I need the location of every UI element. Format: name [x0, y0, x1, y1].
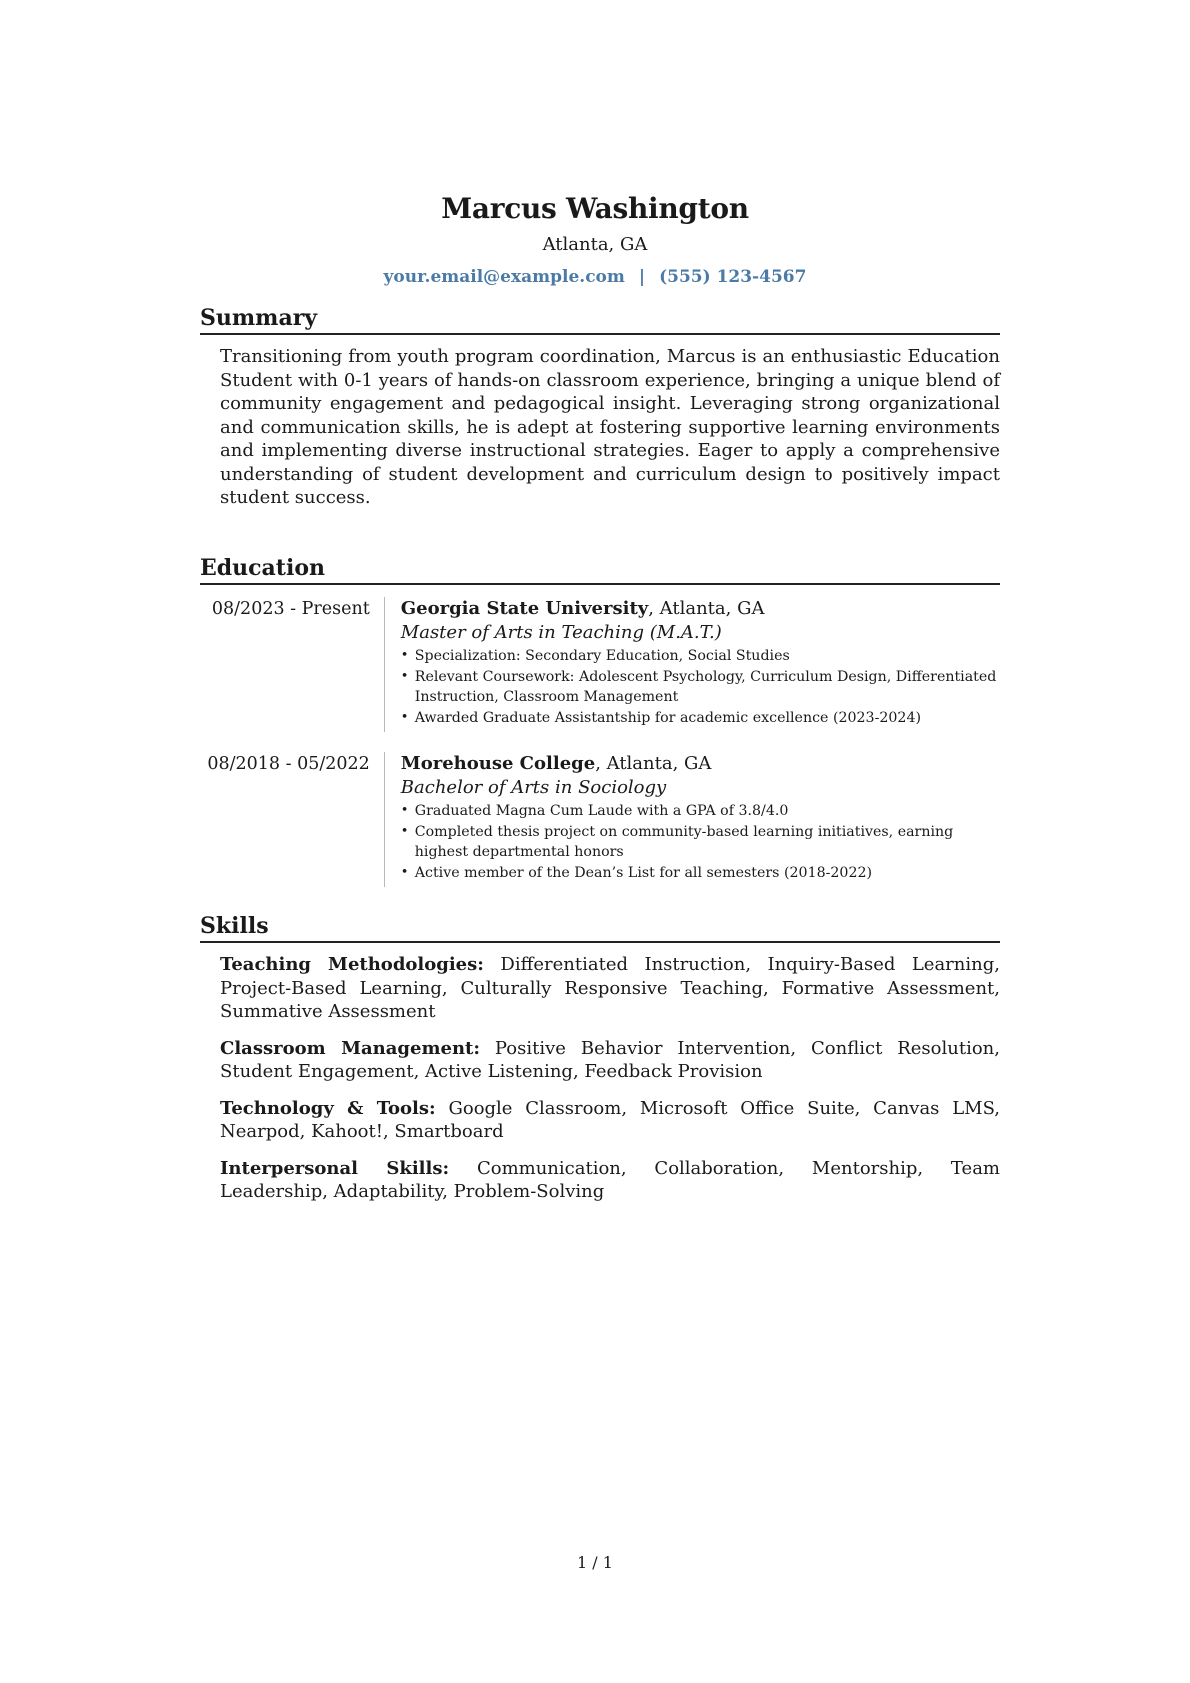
- contact-line: [0, 264, 1190, 290]
- education-bullets: [401, 801, 1000, 883]
- candidate-name: Marcus Washington: [441, 192, 749, 225]
- skill-label: Interpersonal Skills:: [220, 1157, 450, 1179]
- skill-label: Classroom Management:: [220, 1037, 481, 1059]
- skill-label: Teaching Methodologies:: [220, 954, 484, 975]
- email-link[interactable]: your.email@example.com: [383, 267, 625, 287]
- skill-values: Positive Behavior Intervention, Conflict Resolution, Student Engagement, Active Listening, Feedback Provision: [220, 1037, 1000, 1082]
- skills-section: [200, 911, 1000, 1204]
- skill-values: Differentiated Instruction, Inquiry-Based Learning, Project-Based Learning, Culturally Responsive Teaching, Formative Assessment, Summative Assessment: [220, 954, 1000, 1022]
- phone-link[interactable]: (555) 123-4567: [659, 267, 807, 287]
- education-title: Education: [200, 553, 1000, 585]
- skill-values: Communication, Collaboration, Mentorship, Team Leadership, Adaptability, Problem-Solving: [220, 1157, 1000, 1202]
- skill-row: [220, 1037, 1000, 1084]
- education-date: 08/2023 - Present: [211, 599, 370, 619]
- degree-title: Bachelor of Arts in Sociology: [400, 777, 667, 798]
- summary-title: Summary: [200, 303, 1000, 335]
- education-bullet: • Active member of the Dean’s List for all semesters (2018-2022): [401, 863, 1000, 884]
- education-bullet: • Graduated Magna Cum Laude with a GPA of 3.8/4.0: [401, 801, 1000, 822]
- skill-label: Technology & Tools:: [220, 1097, 436, 1119]
- resume-header: [0, 190, 1190, 290]
- education-details: [384, 597, 1000, 732]
- education-bullets: [401, 646, 1000, 728]
- skill-row: [220, 1157, 1000, 1204]
- education-entry: [200, 597, 1000, 732]
- page-indicator: 1 / 1: [577, 1553, 613, 1572]
- education-bullet: • Specialization: Secondary Education, Social Studies: [401, 646, 1000, 667]
- education-bullet: • Completed thesis project on community-based learning initiatives, earning highest departmental honors: [401, 822, 1000, 863]
- contact-separator: |: [638, 267, 646, 287]
- education-institution: [401, 752, 1000, 776]
- degree-title: Master of Arts in Teaching (M.A.T.): [400, 622, 722, 643]
- education-institution: [401, 597, 1000, 621]
- school-location: , Atlanta, GA: [648, 598, 765, 619]
- education-section: [200, 553, 1000, 887]
- school-location: , Atlanta, GA: [595, 753, 712, 774]
- education-bullet: • Awarded Graduate Assistantship for academic excellence (2023-2024): [401, 708, 1000, 729]
- school-name: Morehouse College: [400, 753, 596, 774]
- skill-row: [220, 953, 1000, 1024]
- summary-text: Transitioning from youth program coordination, Marcus is an enthusiastic Education Student with 0-1 years of hands-on classroom experience, bringing a unique blend of community engagement and pedagogical insight. Leveraging strong organizational and communication skills, he is adept at fostering supportive learning environments and implementing diverse instructional strategies. Eager to apply a comprehensive understanding of student development and curriculum design to positively impact student success.: [220, 346, 1000, 508]
- school-name: Georgia State University: [400, 598, 649, 619]
- candidate-location: Atlanta, GA: [542, 234, 648, 255]
- education-bullet: • Relevant Coursework: Adolescent Psychology, Curriculum Design, Differentiated Instruction, Classroom Management: [401, 667, 1000, 708]
- education-date: 08/2018 - 05/2022: [207, 754, 370, 774]
- education-entry: [200, 752, 1000, 887]
- skills-title: Skills: [200, 911, 1000, 943]
- skill-values: Google Classroom, Microsoft Office Suite, Canvas LMS, Nearpod, Kahoot!, Smartboard: [220, 1097, 1000, 1142]
- summary-section: [200, 303, 1000, 510]
- skill-row: [220, 1097, 1000, 1144]
- education-details: [384, 752, 1000, 887]
